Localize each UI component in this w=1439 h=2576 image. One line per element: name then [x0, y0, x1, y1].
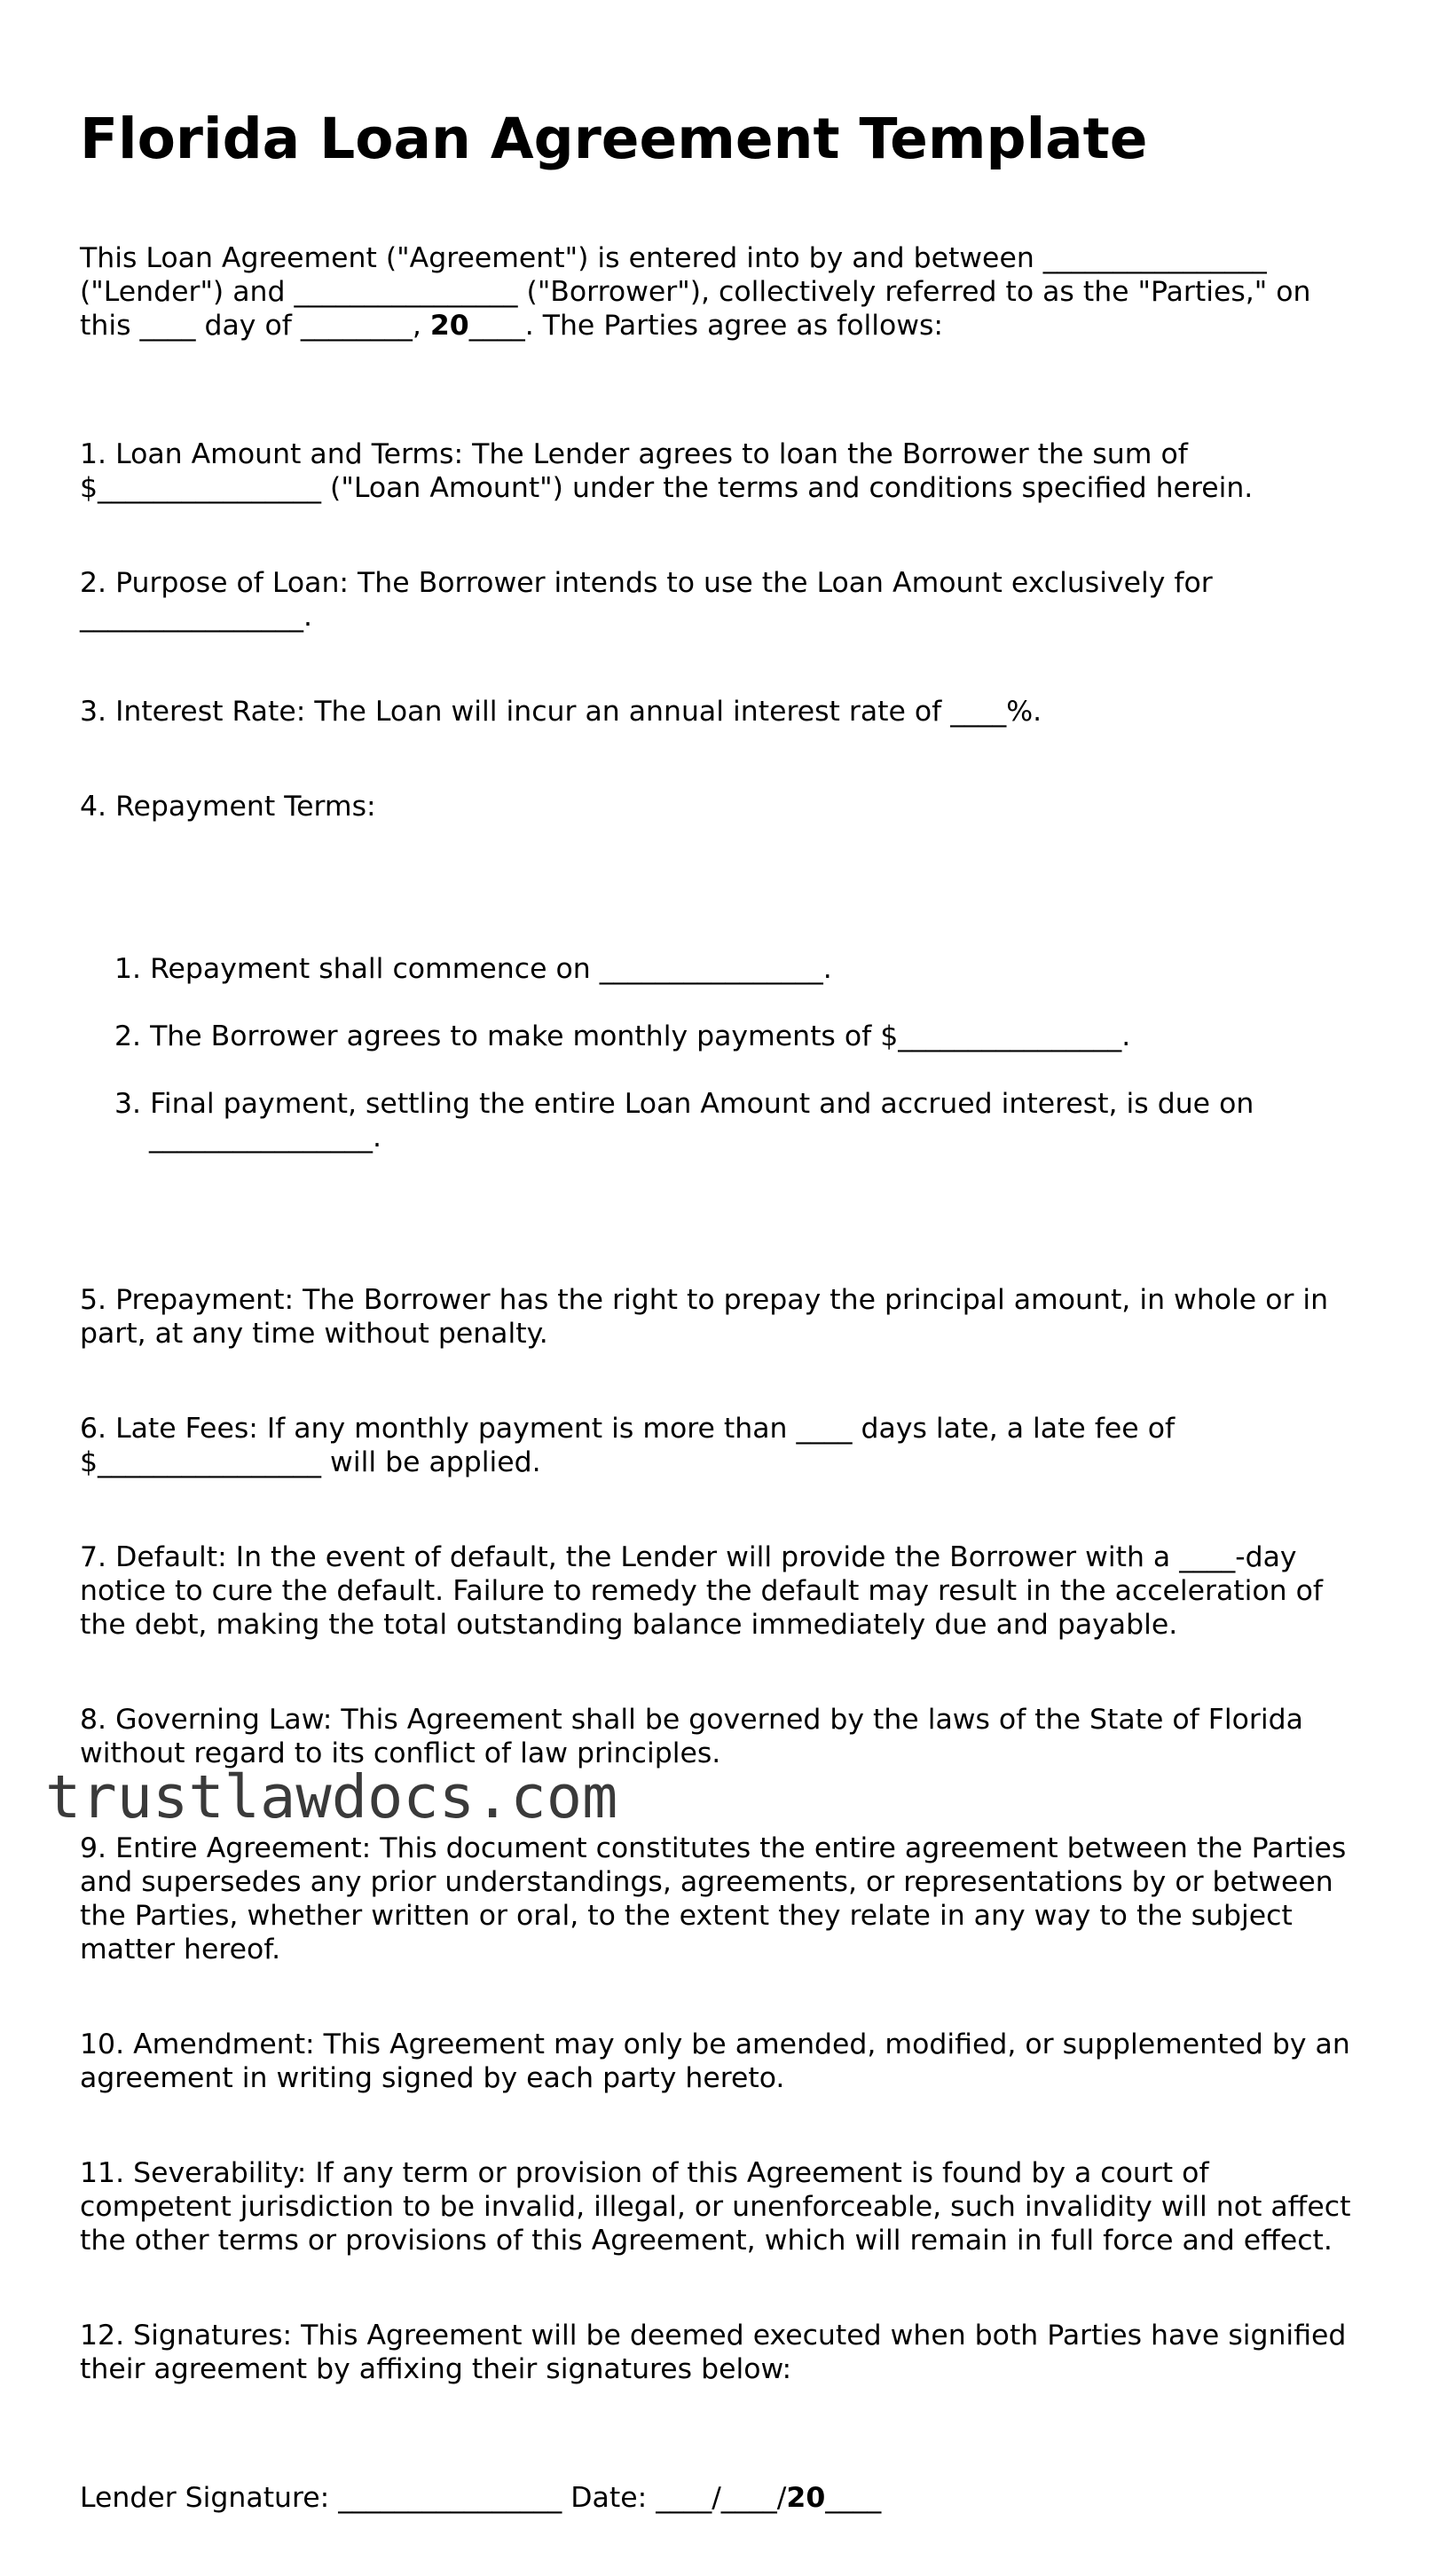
intro-paragraph	[80, 241, 1393, 343]
repayment-terms-list	[80, 918, 1393, 1188]
section-entire-agreement: 9. Entire Agreement: This document constitutes the entire agreement between the Parties and supersedes any prior understandings, agreements, or representations by or between the Parties, whether written or oral, to the extent they relate in any way to the subject matter hereof.	[80, 1832, 1347, 1965]
document-title: Florida Loan Agreement Template	[80, 106, 1148, 171]
document-body	[80, 208, 1393, 2576]
repayment-item-final-payment: 3. Final payment, settling the entire Loan Amount and accrued interest, is due on ________________.	[114, 1088, 1254, 1154]
section-late-fees: 6. Late Fees: If any monthly payment is more than ____ days late, a late fee of $________________ will be applied.	[80, 1413, 1176, 1478]
section-signatures: 12. Signatures: This Agreement will be deemed executed when both Parties have signified their agreement by affixing their signatures below:	[80, 2320, 1347, 2385]
section-interest-rate: 3. Interest Rate: The Loan will incur an annual interest rate of ____%.	[80, 696, 1042, 728]
section-amendment: 10. Amendment: This Agreement may only be amended, modified, or supplemented by an agreement in writing signed by each party hereto.	[80, 2029, 1350, 2094]
section-purpose-of-loan: 2. Purpose of Loan: The Borrower intends to use the Loan Amount exclusively for ________________.	[80, 567, 1213, 633]
intro-text: This Loan Agreement ("Agreement") is entered into by and between ________________ ("Lender") and ________________ ("Borrower"), collectively referred to as the "Parties," on this ____ day of ________,	[80, 242, 1311, 342]
intro-text-end: ____. The Parties agree as follows:	[468, 310, 944, 342]
signature-year-blank: ____	[825, 2482, 882, 2514]
lender-signature-line	[80, 2481, 1393, 2515]
repayment-item-monthly-payments: 2. The Borrower agrees to make monthly payments of $________________.	[114, 1020, 1131, 1052]
intro-year-prefix: 20	[429, 310, 469, 342]
section-repayment-terms: 4. Repayment Terms:	[80, 791, 376, 823]
section-default: 7. Default: In the event of default, the Lender will provide the Borrower with a ____-day notice to cure the default. Failure to remedy the default may result in the acceleration of the debt, making the total outstanding balance immediately due and payable.	[80, 1541, 1324, 1641]
document-content	[80, 106, 1393, 2576]
section-loan-amount: 1. Loan Amount and Terms: The Lender agrees to loan the Borrower the sum of $________________ ("Loan Amount") under the terms and conditions specified herein.	[80, 438, 1254, 504]
repayment-item-commence: 1. Repayment shall commence on ________________.	[114, 953, 832, 985]
section-severability: 11. Severability: If any term or provision of this Agreement is found by a court of competent jurisdiction to be invalid, illegal, or unenforceable, such invalidity will not affect the other terms or provisions of this Agreement, which will remain in full force and effect.	[80, 2157, 1351, 2257]
section-governing-law: 8. Governing Law: This Agreement shall be governed by the laws of the State of Florida without regard to its conflict of law principles.	[80, 1704, 1303, 1769]
lender-signature-text: Lender Signature: ________________ Date: ____/____/	[80, 2482, 787, 2514]
section-prepayment: 5. Prepayment: The Borrower has the right to prepay the principal amount, in whole or in part, at any time without penalty.	[80, 1284, 1329, 1350]
signature-year-prefix: 20	[786, 2482, 826, 2514]
site-watermark: trustlawdocs.com	[45, 1762, 618, 1832]
